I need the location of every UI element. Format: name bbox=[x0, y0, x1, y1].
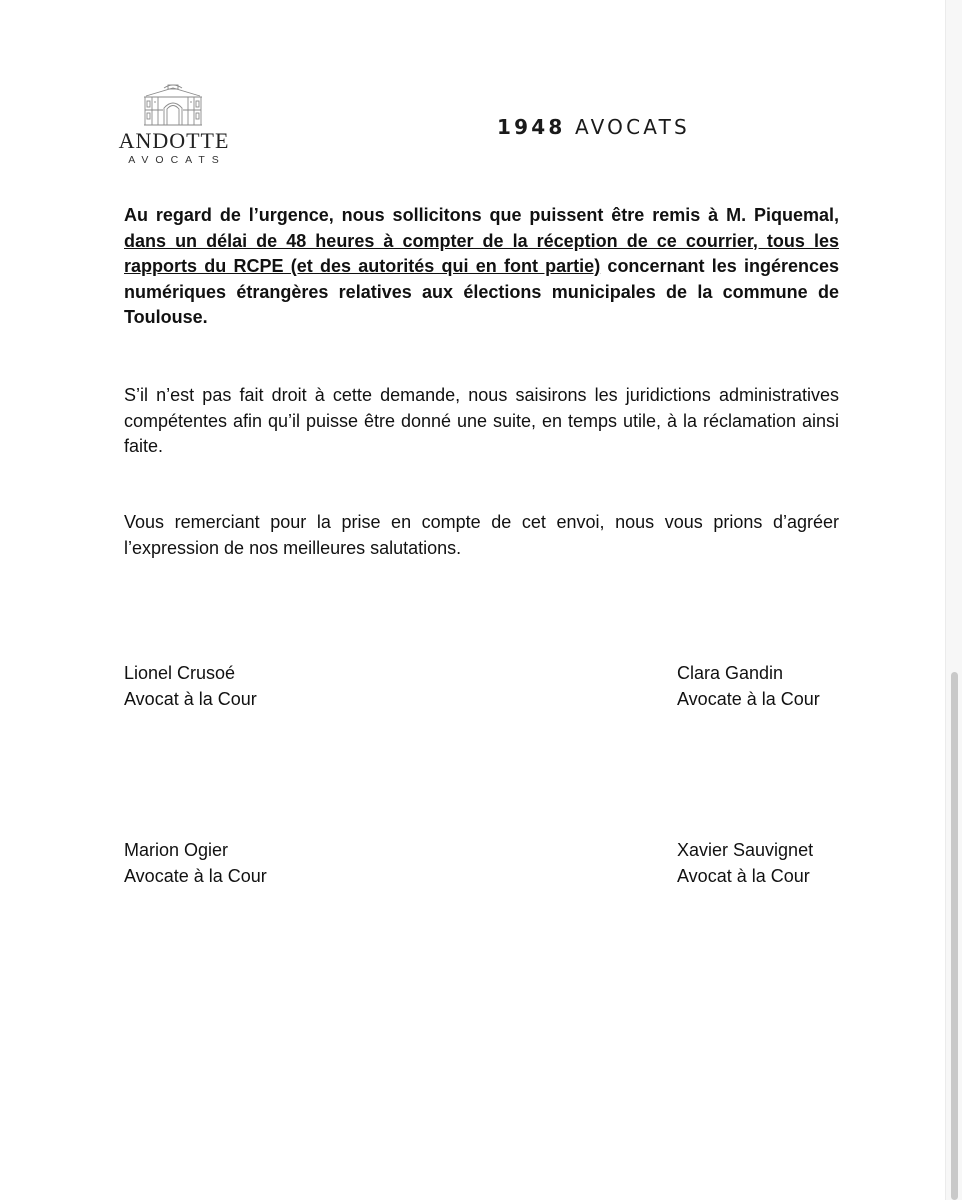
andotte-logo bbox=[118, 82, 230, 172]
request-intro: Au regard de l’urgence, nous sollicitons que puissent être remis à M. Piquemal, bbox=[124, 205, 839, 225]
firm-number: 1948 bbox=[497, 115, 566, 139]
signatory-title: Avocate à la Cour bbox=[124, 866, 267, 886]
legal-action-paragraph: S’il n’est pas fait droit à cette demande, nous saisirons les juridictions administratives compétentes afin qu’il puisse être donné une suite, en temps utile, à la réclamation ainsi faite. bbox=[124, 385, 839, 456]
signature-block bbox=[677, 837, 813, 889]
signatory-name: Xavier Sauvignet bbox=[677, 840, 814, 860]
request-outro: concernant les ingérences numériques étrangères relatives aux élections municipales de la commune de Toulouse. bbox=[124, 256, 839, 327]
logo-name: ANDOTTE bbox=[118, 128, 230, 153]
closing-paragraph: Vous remerciant pour la prise en compte de cet envoi, nous vous prions d’agréer l’expression de nos meilleures salutations. bbox=[124, 512, 839, 558]
signatory-name: Marion Ogier bbox=[124, 840, 229, 860]
building-facade-icon bbox=[142, 82, 204, 126]
signatory-title: Avocate à la Cour bbox=[677, 689, 820, 709]
signatory-title: Avocat à la Cour bbox=[677, 866, 810, 886]
logo-subtitle: AVOCATS bbox=[128, 154, 226, 166]
signatory-title: Avocat à la Cour bbox=[124, 689, 257, 709]
request-paragraph bbox=[124, 203, 839, 331]
vertical-scrollbar[interactable] bbox=[945, 0, 962, 1200]
firm-name bbox=[497, 115, 690, 139]
signature-block bbox=[124, 837, 267, 889]
signature-block bbox=[124, 660, 257, 712]
signatory-name: Clara Gandin bbox=[677, 663, 784, 683]
signatory-name: Lionel Crusoé bbox=[124, 663, 236, 683]
scrollbar-thumb[interactable] bbox=[951, 672, 958, 1200]
firm-word: AVOCATS bbox=[575, 115, 690, 139]
request-underlined: dans un délai de 48 heures à compter de la réception de ce courrier, tous les rapports du RCPE (et des autorités qui en font partie) bbox=[124, 230, 839, 276]
signature-block bbox=[677, 660, 820, 712]
